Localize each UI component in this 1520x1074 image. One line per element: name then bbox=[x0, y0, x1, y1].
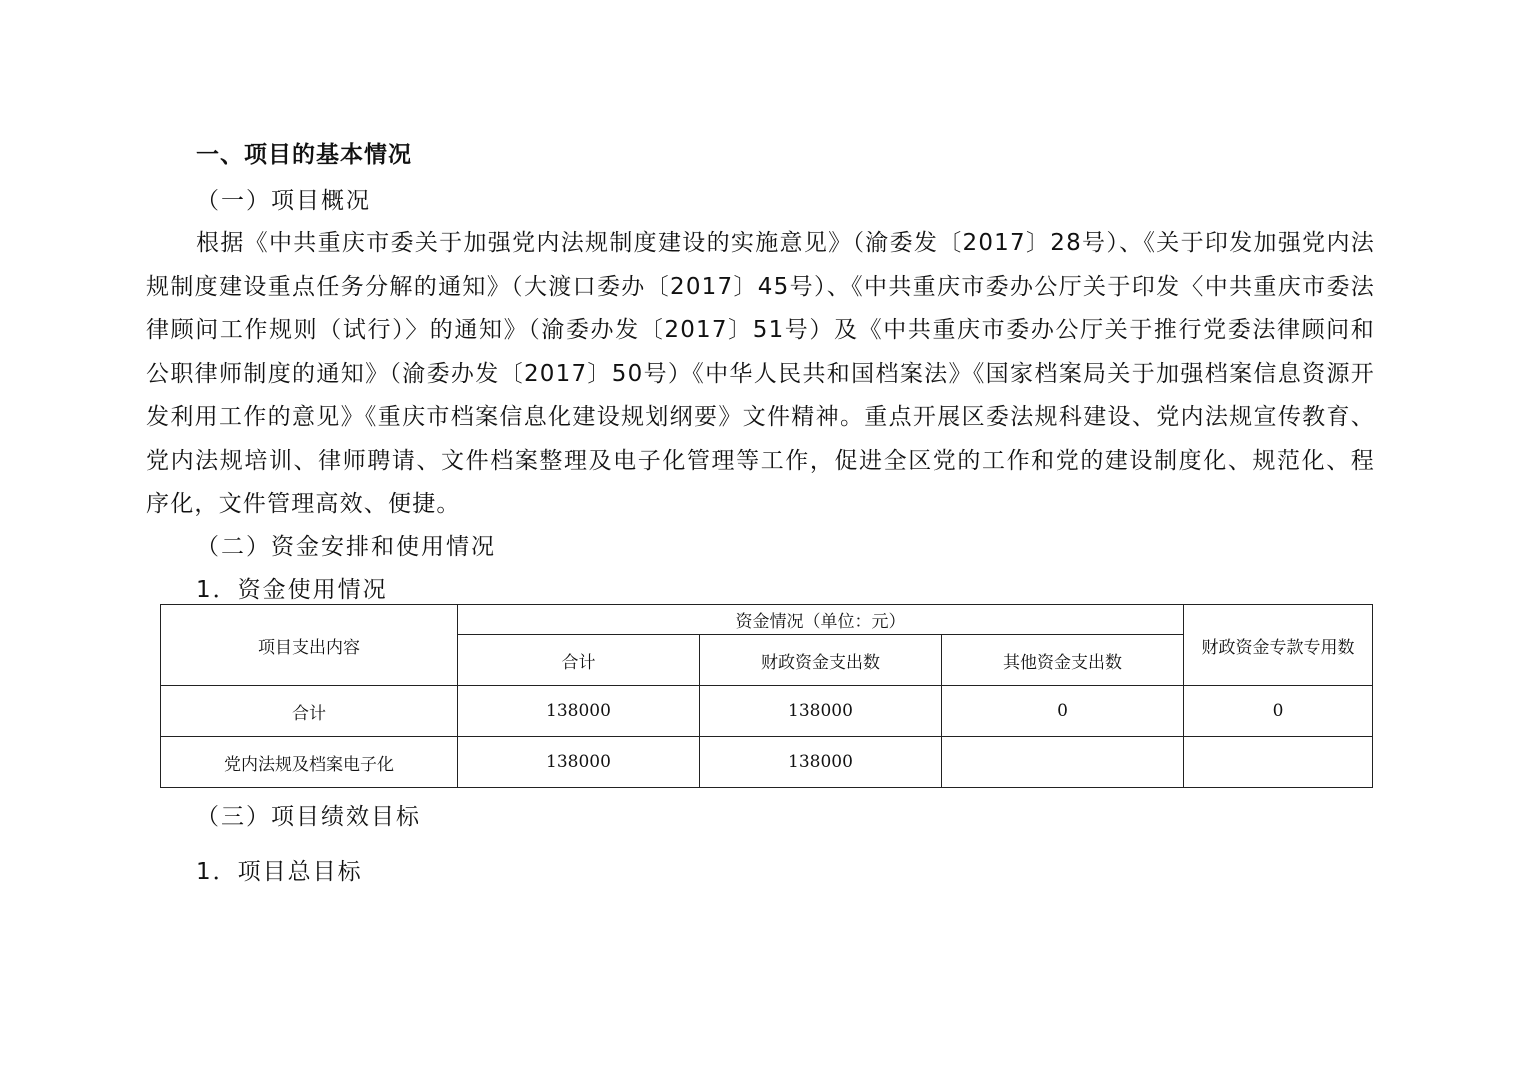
cell-total: 138000 bbox=[458, 686, 700, 737]
header-item: 项目支出内容 bbox=[161, 605, 458, 686]
header-special: 财政资金专款专用数 bbox=[1184, 605, 1373, 686]
cell-fiscal: 138000 bbox=[700, 737, 942, 788]
cell-total: 138000 bbox=[458, 737, 700, 788]
table-row bbox=[161, 737, 1373, 788]
cell-fiscal: 138000 bbox=[700, 686, 942, 737]
subsection-overall-goal-title: 1．项目总目标 bbox=[196, 859, 363, 885]
cell-other bbox=[942, 737, 1184, 788]
overview-paragraph: 根据《中共重庆市委关于加强党内法规制度建设的实施意见》（渝委发〔2017〕28号）、《关于印发加强党内法规制度建设重点任务分解的通知》（大渡口委办〔2017〕45号）、《中共重庆市委办公厅关于印发〈中共重庆市委法律顾问工作规则（试行）〉的通知》（渝委办发〔2017〕51号）及《中共重庆市委办公厅关于推行党委法律顾问和公职律师制度的通知》（渝委办发〔2017〕50号）《中华人民共和国档案法》《国家档案局关于加强档案信息资源开发利用工作的意见》《重庆市档案信息化建设规划纲要》文件精神。重点开展区委法规科建设、党内法规宣传教育、党内法规培训、律师聘请、文件档案整理及电子化管理等工作，促进全区党的工作和党的建设制度化、规范化、程序化，文件管理高效、便捷。 bbox=[146, 230, 1375, 517]
header-fiscal: 财政资金支出数 bbox=[700, 635, 942, 686]
section-performance-title: （三）项目绩效目标 bbox=[196, 804, 421, 830]
cell-special bbox=[1184, 737, 1373, 788]
cell-item: 合计 bbox=[161, 686, 458, 737]
subsection-fund-usage-title: 1．资金使用情况 bbox=[196, 577, 388, 603]
cell-special: 0 bbox=[1184, 686, 1373, 737]
section-overview-title: （一）项目概况 bbox=[196, 188, 371, 214]
header-total: 合计 bbox=[458, 635, 700, 686]
fund-usage-table bbox=[160, 604, 1373, 788]
heading-basic-info: 一、项目的基本情况 bbox=[196, 142, 412, 168]
table-row bbox=[161, 686, 1373, 737]
header-other: 其他资金支出数 bbox=[942, 635, 1184, 686]
header-fund-group: 资金情况（单位：元） bbox=[458, 605, 1184, 635]
cell-item: 党内法规及档案电子化 bbox=[161, 737, 458, 788]
cell-other: 0 bbox=[942, 686, 1184, 737]
section-funding-title: （二）资金安排和使用情况 bbox=[196, 534, 496, 560]
